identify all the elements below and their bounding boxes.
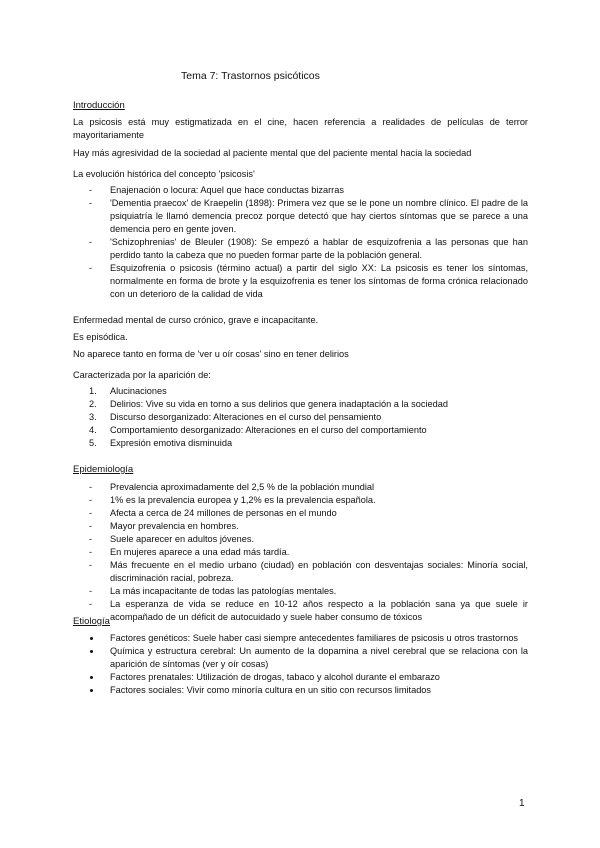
paragraph-caracterizada: Caracterizada por la aparición de:: [73, 370, 211, 380]
paragraph-episodica: Es episódica.: [73, 332, 128, 342]
epidemiology-list: [73, 481, 528, 624]
paragraph-delirios: No aparece tanto en forma de 'ver u oír cosas' sino en tener delirios: [73, 349, 349, 359]
section-heading-etiologia: Etiología: [73, 616, 110, 627]
list-item: Química y estructura cerebral: Un aumento de la dopamina a nivel cerebral que se relaciona con la aparición de síntomas (ver y oír cosas): [73, 645, 528, 671]
list-item: - La más incapacitante de todas las patologías mentales.: [89, 586, 337, 596]
bullet-icon: [90, 637, 93, 640]
bullet-icon: [90, 676, 93, 679]
list-item: - 'Dementia praecox' de Kraepelin (1898): Primera vez que se le pone un nombre clínico. El padre de la psiquiatría le llamó demencia precoz porque detectó que hay ciertos síntomas que se parece a una demencia pero en gente joven.: [89, 198, 528, 234]
list-item: - Afecta a cerca de 24 millones de personas en el mundo: [89, 508, 337, 518]
list-item: - Más frecuente en el medio urbano (ciudad) en población con desventajas sociales: Minoría social, discriminación racial, pobreza.: [89, 560, 528, 583]
list-item: Factores genéticos: Suele haber casi siempre antecedentes familiares de psicosis u otros trastornos: [73, 632, 528, 645]
list-item: 3. Discurso desorganizado: Alteraciones en el curso del pensamiento: [89, 412, 382, 422]
paragraph-agresividad: Hay más agresividad de la sociedad al paciente mental que del paciente mental hacia la sociedad: [73, 148, 472, 158]
list-item: - La esperanza de vida se reduce en 10-12 años respecto a la población sana ya que suele ir acompañado de un déficit de autocuidado y suele haber consumo de tóxicos: [89, 599, 528, 622]
list-item: 1. Alucinaciones: [89, 386, 167, 396]
list-item: 2. Delirios: Vive su vida en torno a sus delirios que genera inadaptación a la sociedad: [89, 399, 448, 409]
history-list: [73, 184, 528, 301]
list-item: - 'Schizophrenias' de Bleuler (1908): Se empezó a hablar de esquizofrenia a las personas que han perdido tanto la cabeza que no pueden formar parte de la población general.: [89, 237, 528, 260]
bullet-icon: [90, 689, 93, 692]
list-item: - Suele aparecer en adultos jóvenes.: [89, 534, 255, 544]
paragraph-psicosis-cine: La psicosis está muy estigmatizada en el cine, hacen referencia a realidades de películas de terror mayoritariamente: [73, 117, 528, 140]
document-title: Tema 7: Trastornos psicóticos: [181, 70, 320, 82]
paragraph-evolucion: La evolución histórica del concepto 'psicosis': [73, 169, 255, 179]
characteristics-list: [73, 385, 528, 450]
list-item: 4. Comportamiento desorganizado: Alteraciones en el curso del comportamiento: [89, 425, 427, 435]
section-heading-epidemiologia: Epidemiología: [73, 464, 134, 475]
list-item: - En mujeres aparece a una edad más tardía.: [89, 547, 290, 557]
list-item: Factores prenatales: Utilización de drogas, tabaco y alcohol durante el embarazo: [73, 671, 528, 684]
list-item: - Mayor prevalencia en hombres.: [89, 521, 239, 531]
bullet-icon: [90, 650, 93, 653]
list-item: - 1% es la prevalencia europea y 1,2% es la prevalencia española.: [89, 495, 376, 505]
list-item: 5. Expresión emotiva disminuida: [89, 438, 233, 448]
list-item: - Enajenación o locura: Aquel que hace conductas bizarras: [89, 185, 344, 195]
page-number: 1: [519, 798, 525, 809]
list-item: - Esquizofrenia o psicosis (término actual) a partir del siglo XX: La psicosis es tener los síntomas, normalmente en forma de brote y la esquizofrenia es tener los síntomas de forma crónica relacionado con un deterioro de la calidad de vida: [89, 263, 528, 299]
paragraph-enfermedad: Enfermedad mental de curso crónico, grave e incapacitante.: [73, 315, 319, 325]
section-heading-introduccion: Introducción: [73, 100, 125, 111]
list-item: Factores sociales: Vivir como minoría cultura en un sitio con recursos limitados: [73, 684, 528, 697]
list-item: - Prevalencia aproximadamente del 2,5 % de la población mundial: [89, 482, 375, 492]
etiology-list: [73, 632, 528, 697]
